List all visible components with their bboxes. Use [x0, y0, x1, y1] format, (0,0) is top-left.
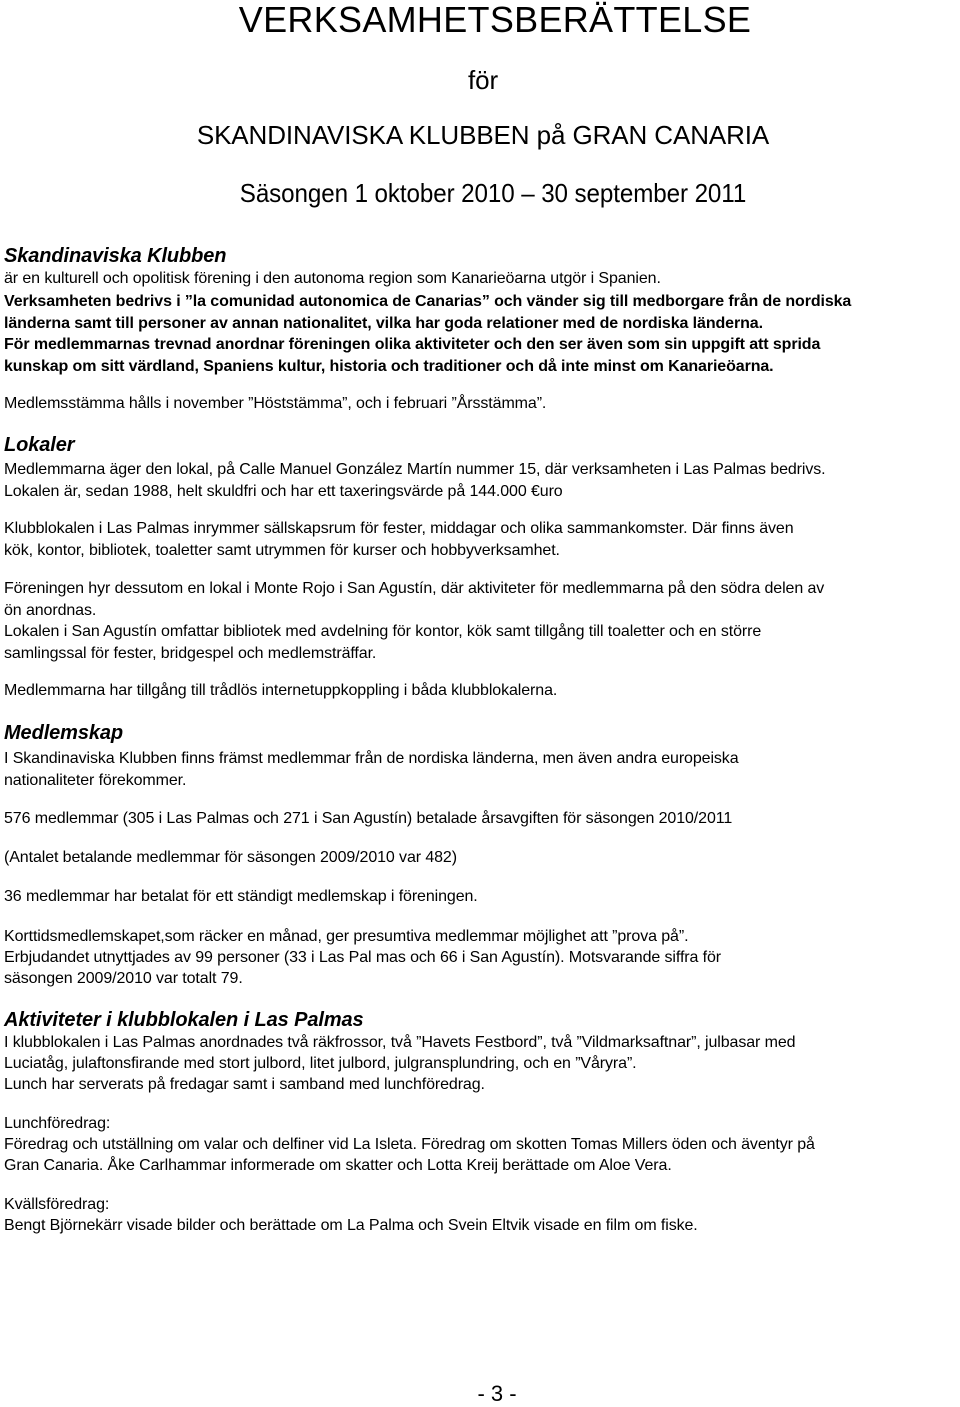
lokaler-line: Lokalen i San Agustín omfattar bibliotek med avdelning för kontor, kök samt tillgång till toaletter och en större [4, 623, 762, 640]
aktiviteter-line: Bengt Björnekärr visade bilder och berättade om La Palma och Svein Eltvik visade en film om fiske. [4, 1217, 698, 1234]
medlemskap-line: säsongen 2009/2010 var totalt 79. [4, 970, 243, 987]
lokaler-line: kök, kontor, bibliotek, toaletter samt utrymmen för kurser och hobbyverksamhet. [4, 542, 560, 559]
lokaler-line: Föreningen hyr dessutom en lokal i Monte Rojo i San Agustín, där aktiviteter för medlemmarna på den södra delen av [4, 580, 825, 597]
document-title: VERKSAMHETSBERÄTTELSE [238, 0, 752, 40]
aktiviteter-line: Lunch har serverats på fredagar samt i samband med lunchföredrag. [4, 1076, 485, 1093]
lokaler-line: Lokalen är, sedan 1988, helt skuldfri och har ett taxeringsvärde på 144.000 €uro [4, 483, 563, 500]
medlemskap-line: 36 medlemmar har betalat för ett ständigt medlemskap i föreningen. [4, 888, 478, 905]
intro-line: länderna samt till personer av annan nationalitet, vilka har goda relationer med de nordiska länderna. [4, 315, 763, 332]
club-name: SKANDINAVISKA KLUBBEN på GRAN CANARIA [196, 120, 770, 150]
aktiviteter-line: Luciatåg, julaftonsfirande med stort julbord, litet julbord, julgransplundring, och en ”Våryra”. [4, 1055, 637, 1072]
intro-line: kunskap om sitt värdland, Spaniens kultur, historia och traditioner och då inte minst om Kanarieöarna. [4, 358, 774, 375]
medlemskap-line: (Antalet betalande medlemmar för säsongen 2009/2010 var 482) [4, 849, 457, 866]
aktiviteter-line: Gran Canaria. Åke Carlhammar informerade om skatter och Lotta Kreij berättade om Aloe Vera. [4, 1157, 672, 1174]
title-for: för [467, 65, 499, 95]
lokaler-line: Klubblokalen i Las Palmas inrymmer sällskapsrum för fester, middagar och olika sammankomster. Där finns även [4, 520, 794, 537]
season-heading: Säsongen 1 oktober 2010 – 30 september 2011 [239, 178, 747, 208]
aktiviteter-heading: Aktiviteter i klubblokalen i Las Palmas [4, 1009, 364, 1031]
medlemskap-line: Erbjudandet utnyttjades av 99 personer (33 i Las Pal mas och 66 i San Agustín). Motsvarande siffra för [4, 949, 722, 966]
evening-lecture-label: Kvällsföredrag: [4, 1196, 110, 1213]
lunch-lecture-label: Lunchföredrag: [4, 1115, 111, 1132]
intro-line: Verksamheten bedrivs i ”la comunidad autonomica de Canarias” och vänder sig till medborgare från de nordiska [4, 293, 852, 310]
lokaler-line: samlingssal för fester, bridgespel och medlemsträffar. [4, 645, 377, 662]
lokaler-heading: Lokaler [4, 434, 75, 456]
intro-heading: Skandinaviska Klubben [4, 245, 227, 267]
medlemskap-heading: Medlemskap [4, 722, 124, 744]
page-number: - 3 - [477, 1381, 517, 1406]
intro-line: För medlemmarnas trevnad anordnar föreningen olika aktiviteter och den ser även som sin uppgift att sprida [4, 336, 821, 353]
medlemskap-line: Korttidsmedlemskapet,som räcker en månad, ger presumtiva medlemmar möjlighet att ”prova på”. [4, 928, 689, 945]
aktiviteter-line: I klubblokalen i Las Palmas anordnades två räkfrossor, två ”Havets Festbord”, två ”Vildmarksaftnar”, julbasar med [4, 1034, 796, 1051]
medlemskap-line: 576 medlemmar (305 i Las Palmas och 271 i San Agustín) betalade årsavgiften för säsongen 2010/2011 [4, 810, 733, 827]
medlemskap-line: I Skandinaviska Klubben finns främst medlemmar från de nordiska länderna, men även andra europeiska [4, 750, 739, 767]
lokaler-line: Medlemmarna äger den lokal, på Calle Manuel González Martín nummer 15, där verksamheten i Las Palmas bedrivs. [4, 461, 826, 478]
lokaler-line: ön anordnas. [4, 602, 97, 619]
lokaler-line: Medlemmarna har tillgång till trådlös internetuppkoppling i båda klubblokalerna. [4, 682, 558, 699]
medlemskap-line: nationaliteter förekommer. [4, 772, 187, 789]
intro-line: är en kulturell och opolitisk förening i den autonoma region som Kanarieöarna utgör i Spanien. [4, 270, 661, 287]
aktiviteter-line: Föredrag och utställning om valar och delfiner vid La Isleta. Föredrag om skotten Tomas Millers öden och äventyr på [4, 1136, 815, 1153]
meeting-info: Medlemsstämma hålls i november ”Höststämma”, och i februari ”Årsstämma”. [4, 395, 547, 412]
